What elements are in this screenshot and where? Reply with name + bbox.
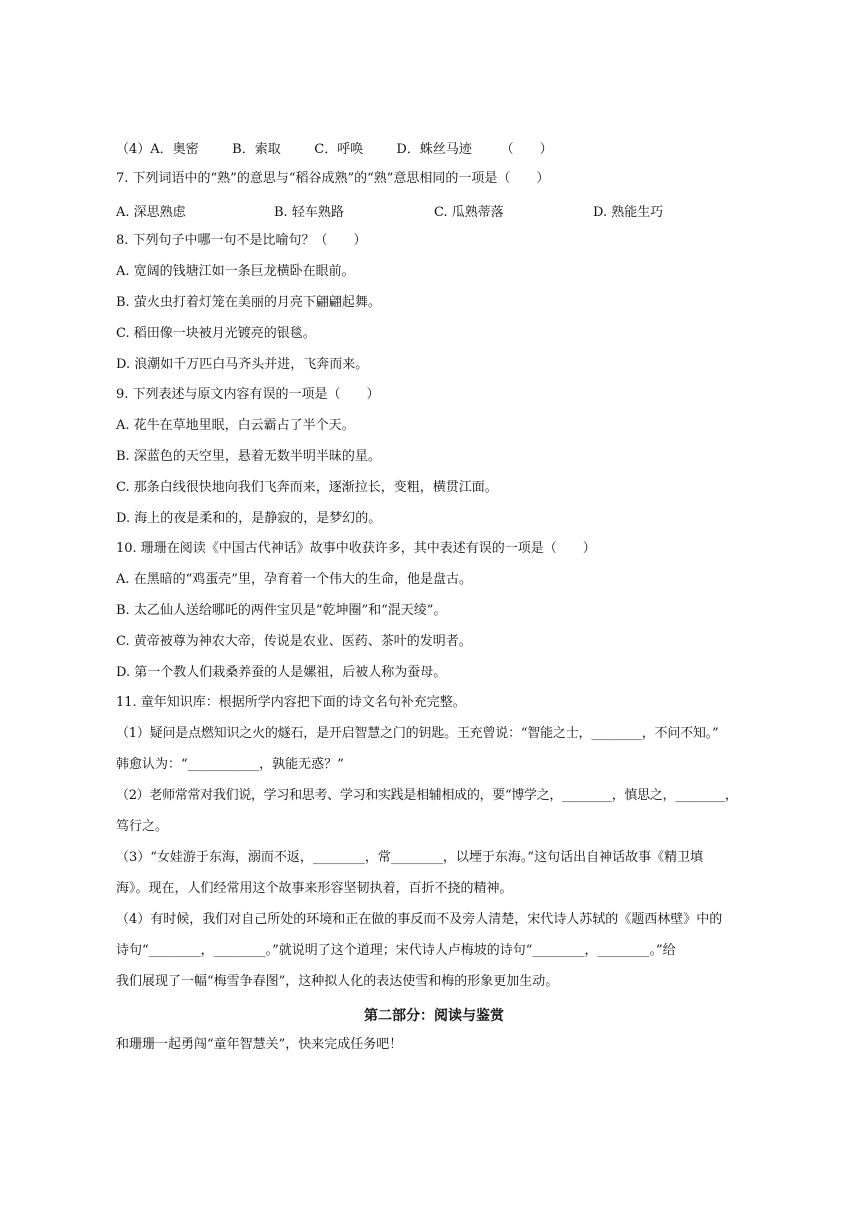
q11-part2-line1: （2）老师常常对我们说，学习和思考、学习和实践是相辅相成的，要“博学之，________，慎思之，________，: [116, 788, 738, 803]
q8-option-a: A. 宽阔的钱塘江如一条巨龙横卧在眼前。: [116, 264, 355, 279]
q9-stem: 9. 下列表述与原文内容有误的一项是（ ）: [116, 387, 380, 402]
q8-option-b: B. 萤火虫打着灯笼在美丽的月亮下翩翩起舞。: [116, 295, 381, 310]
q7-option-c: C. 瓜熟蒂落: [434, 205, 504, 220]
q6-4-option-b: B．索取: [232, 142, 281, 157]
q11-part2-line2: 笃行之。: [116, 819, 169, 834]
q8-option-c: C. 稻田像一块被月光镀亮的银毯。: [116, 326, 316, 341]
part2-intro: 和珊珊一起勇闯“童年智慧关”，快来完成任务吧！: [116, 1037, 403, 1052]
q8-option-d: D. 浪潮如千万匹白马齐头并进，飞奔而来。: [116, 357, 369, 372]
q11-part1-line1: （1）疑问是点燃知识之火的燧石，是开启智慧之门的钥匙。王充曾说：“智能之士，________，不问不知。”: [116, 726, 719, 741]
q6-4-option-c: C．呼唤: [314, 142, 364, 157]
q10-option-a: A. 在黑暗的“鸡蛋壳”里，孕育着一个伟大的生命，他是盘古。: [116, 572, 472, 587]
q6-4-option-d: D．蛛丝马迹: [396, 142, 472, 157]
q11-stem: 11. 童年知识库：根据所学内容把下面的诗文名句补充完整。: [116, 695, 466, 710]
q11-part1-line2: 韩愈认为：“___________，孰能无惑？”: [116, 757, 344, 772]
q9-option-b: B. 深蓝色的天空里，悬着无数半明半昧的星。: [116, 449, 381, 464]
part2-title: 第二部分：阅读与鉴赏: [364, 1008, 504, 1024]
q7-option-d: D. 熟能生巧: [593, 205, 664, 220]
q7-option-b: B. 轻车熟路: [274, 205, 344, 220]
q10-stem: 10. 珊珊在阅读《中国古代神话》故事中收获许多，其中表述有误的一项是（ ）: [116, 541, 596, 556]
q10-option-c: C. 黄帝被尊为神农大帝，传说是农业、医药、茶叶的发明者。: [116, 634, 472, 649]
q7-stem: 7. 下列词语中的“熟”的意思与“稻谷成熟”的“熟”意思相同的一项是（ ）: [116, 171, 550, 186]
q9-option-c: C. 那条白线很快地向我们飞奔而来，逐渐拉长，变粗，横贯江面。: [116, 480, 498, 495]
q11-part4-line2: 诗句“________，________。”就说明了这个道理；宋代诗人卢梅坡的诗句“________，________。”给: [116, 943, 676, 958]
q6-4-option-a: （4）A．奥密: [116, 142, 199, 157]
q10-option-b: B. 太乙仙人送给哪吒的两件宝贝是“乾坤圈”和“混天绫”。: [116, 603, 447, 618]
q11-part4-line1: （4）有时候，我们对自己所处的环境和正在做的事反而不及旁人清楚，宋代诗人苏轼的《题西林壁》中的: [116, 912, 723, 927]
q9-option-a: A. 花牛在草地里眠，白云霸占了半个天。: [116, 418, 355, 433]
q8-stem: 8. 下列句子中哪一句不是比喻句？（ ）: [116, 233, 367, 248]
q7-options: [116, 201, 776, 220]
q6-item-4: [116, 138, 553, 157]
q7-option-a: A. 深思熟虑: [116, 205, 186, 220]
q9-option-d: D. 海上的夜是柔和的，是静寂的，是梦幻的。: [116, 511, 382, 526]
q11-part3-line1: （3）“女娃游于东海，溺而不返，________，常________，以堙于东海。”这句话出自神话故事《精卫填: [116, 850, 704, 865]
q11-part3-line2: 海》。现在，人们经常用这个故事来形容坚韧执着，百折不挠的精神。: [116, 881, 513, 896]
q6-4-answer-paren: （ ）: [500, 142, 553, 157]
q11-part4-line3: 我们展现了一幅“梅雪争春图”，这种拟人化的表达使雪和梅的形象更加生动。: [116, 974, 559, 989]
q10-option-d: D. 第一个教人们栽桑养蚕的人是嫘祖，后被人称为蚕母。: [116, 665, 447, 680]
